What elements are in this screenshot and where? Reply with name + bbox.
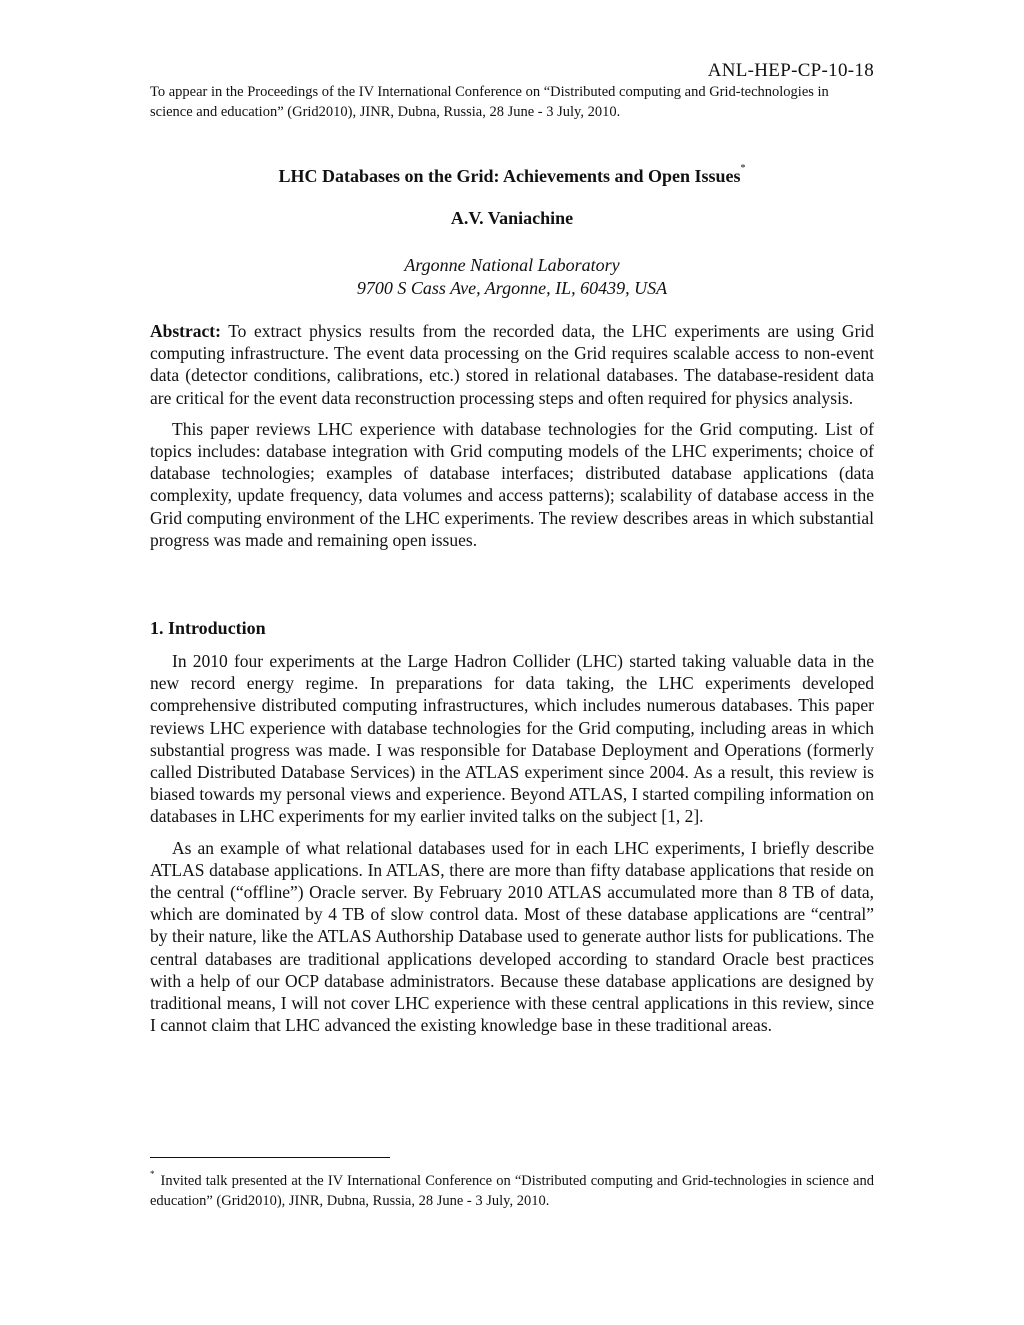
abstract-label: Abstract:: [150, 321, 221, 341]
affiliation-address: 9700 S Cass Ave, Argonne, IL, 60439, USA: [356, 278, 668, 298]
author-name: A.V. Vaniachine: [450, 208, 574, 228]
paper-title-text: LHC Databases on the Grid: Achievements and Open Issues: [278, 166, 741, 186]
introduction-paragraph-2: As an example of what relational databases used for in each LHC experiments, I briefly describe ATLAS database applications. In ATLAS, there are more than fifty database applications that reside on the central (“offline”) Oracle server. By February 2010 ATLAS accumulated more than 8 TB of data, which are dominated by 4 TB of slow control data. Most of these database applications are “central” by their nature, like the ATLAS Authorship Database used to generate author lists for publications. The central databases are traditional applications developed according to standard Oracle best practices with a help of our OCP database administrators. Because these database applications are designed by traditional means, I will not cover LHC experience with these central applications in this review, since I cannot claim that LHC advanced the existing knowledge base in these traditional areas.: [150, 837, 874, 1036]
title-footnote-marker: *: [740, 163, 746, 174]
section-heading-introduction: 1. Introduction: [150, 618, 266, 638]
affiliation: [150, 254, 874, 300]
footnote-divider: [150, 1157, 390, 1158]
abstract-paragraph-2: This paper reviews LHC experience with database technologies for the Grid computing. List of topics includes: database integration with Grid computing models of the LHC experiments; choice of database technologies; examples of database interfaces; distributed database applications (data complexity, update frequency, data volumes and access patterns); scalability of database access in the Grid computing environment of the LHC experiments. The review describes areas in which substantial progress was made and remaining open issues.: [150, 418, 874, 550]
footnote: [150, 1166, 874, 1211]
abstract-paragraph-1-text: To extract physics results from the recorded data, the LHC experiments are using Grid computing infrastructure. The event data processing on the Grid requires scalable access to non-event data (detector conditions, calibrations, etc.) stored in relational databases. The database-resident data are critical for the event data reconstruction processing steps and often required for physics analysis.: [150, 321, 875, 408]
paper-title: [150, 163, 874, 187]
report-id: ANL-HEP-CP-10-18: [707, 60, 874, 81]
footnote-marker: *: [150, 1169, 155, 1179]
proceedings-note: To appear in the Proceedings of the IV International Conference on “Distributed computing and Grid-technologies in science and education” (Grid2010), JINR, Dubna, Russia, 28 June - 3 July, 2010.: [150, 84, 829, 120]
abstract: [150, 320, 874, 551]
affiliation-institution: Argonne National Laboratory: [404, 255, 620, 275]
footnote-text: Invited talk presented at the IV International Conference on “Distributed computing and Grid-technologies in science and education” (Grid2010), JINR, Dubna, Russia, 28 June - 3 July, 2010.: [150, 1172, 874, 1209]
abstract-paragraph-1: [150, 320, 874, 409]
introduction-body: [150, 650, 874, 1036]
introduction-paragraph-1: In 2010 four experiments at the Large Hadron Collider (LHC) started taking valuable data in the new record energy regime. In preparations for data taking, the LHC experiments developed comprehensive distributed computing infrastructures, which includes numerous databases. This paper reviews LHC experience with database technologies for the Grid computing, including areas in which substantial progress was made. I was responsible for Database Deployment and Operations (formerly called Distributed Database Services) in the ATLAS experiment since 2004. As a result, this review is biased towards my personal views and experience. Beyond ATLAS, I started compiling information on databases in LHC experiments for my earlier invited talks on the subject [1, 2].: [150, 651, 874, 827]
